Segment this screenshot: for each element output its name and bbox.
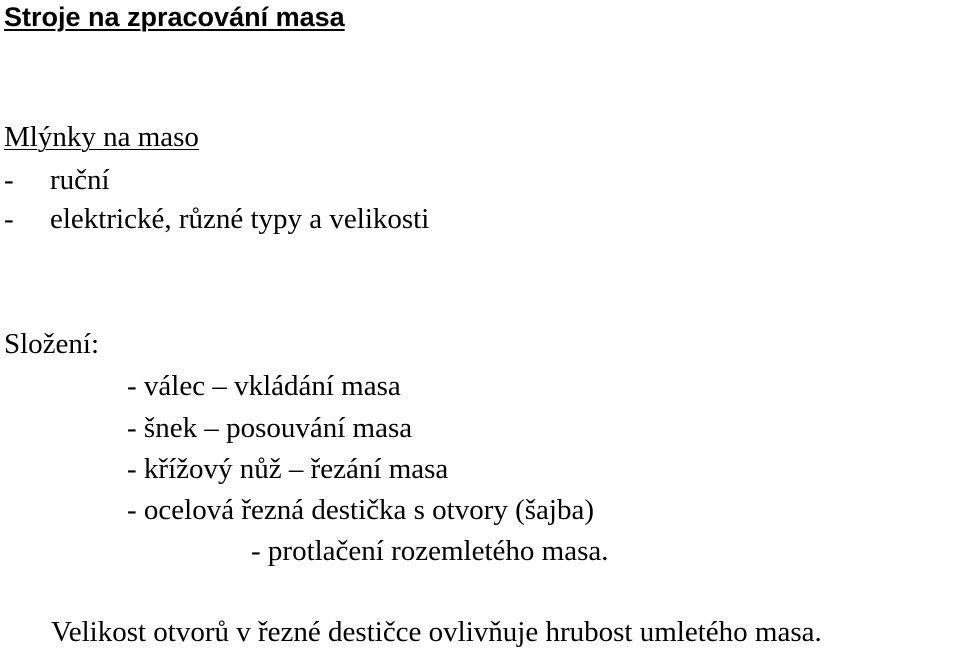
list-dash: - xyxy=(4,203,14,235)
grinder-type-item xyxy=(4,166,110,195)
list-dash: - xyxy=(4,164,14,196)
grinders-heading: Mlýnky na maso xyxy=(4,121,199,153)
page-title: Stroje na zpracování masa xyxy=(4,2,345,32)
grinder-type-label: elektrické, různé typy a velikosti xyxy=(50,203,430,235)
grinder-type-label: ruční xyxy=(50,164,110,196)
composition-item: - ocelová řezná destička s otvory (šajba) xyxy=(127,494,595,526)
grinder-type-item xyxy=(4,205,429,234)
composition-item: - křížový nůž – řezání masa xyxy=(127,453,449,485)
composition-item: - šnek – posouvání masa xyxy=(127,412,413,444)
composition-item: - válec – vkládání masa xyxy=(127,370,401,402)
conclusion-text: Velikost otvorů v řezné destičce ovlivňuje hrubost umletého masa. xyxy=(51,616,822,648)
composition-subitem: - protlačení rozemletého masa. xyxy=(251,535,609,567)
composition-heading: Složení: xyxy=(4,328,100,360)
